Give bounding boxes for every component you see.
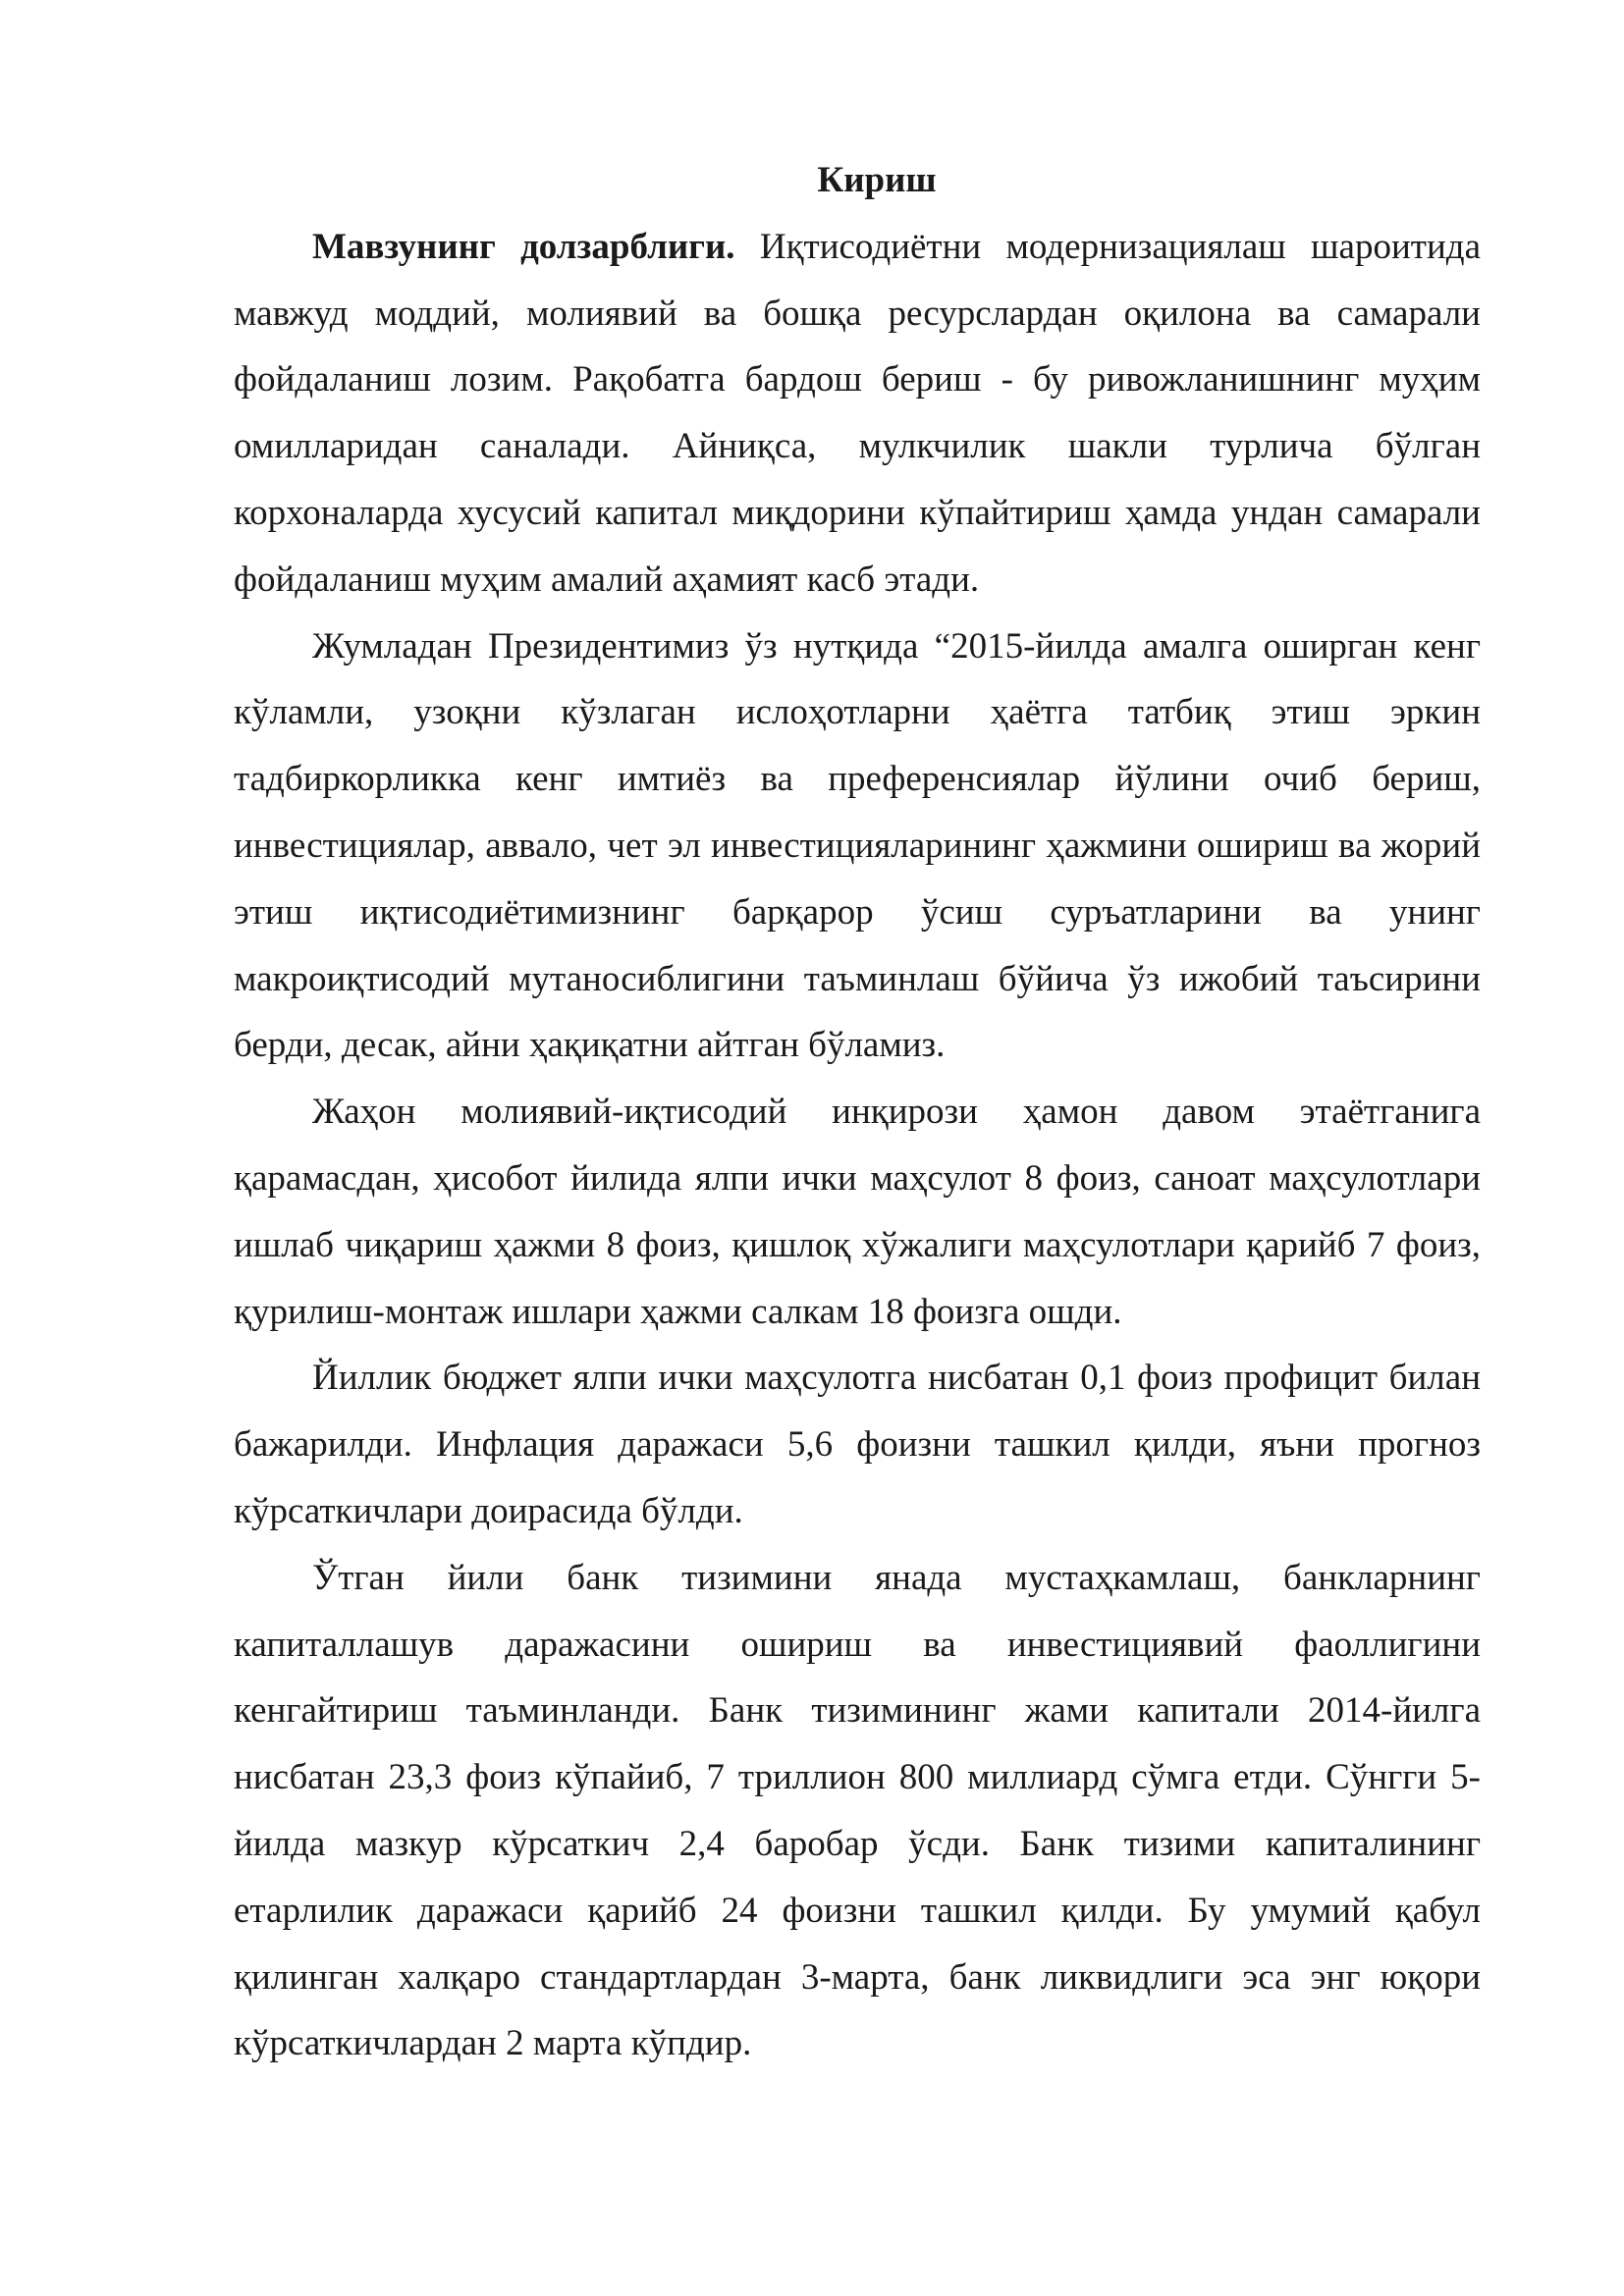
- paragraph-budget-inflation: Йиллик бюджет ялпи ички маҳсулотга нисбатан 0,1 фоиз профицит билан бажарилди. Инфлация даражаси 5,6 фоизни ташкил қилди, яъни прогноз кўрсаткичлари доирасида бўлди.: [234, 1358, 1481, 1531]
- paragraph-text: Иқтисодиётни модернизациялаш шароитида мавжуд моддий, молиявий ва бошқа ресурслардан оқилона ва самарали фойдаланиш лозим. Рақобатга бардош бериш - бу ривожланишнинг муҳим омилларидан саналади. Айниқса, мулкчилик шакли турлича бўлган корхоналарда хусусий капитал миқдорини кўпайтириш ҳамда ундан самарали фойдаланиш муҳим амалий аҳамият касб этади.: [234, 226, 1481, 600]
- section-title: Кириш: [817, 160, 937, 200]
- paragraph-lead-heading: Мавзунинг долзарблиги.: [312, 226, 735, 267]
- paragraph-banking-system: Ўтган йили банк тизимини янада мустаҳкамлаш, банкларнинг капиталлашув даражасини ошириш ва инвестициявий фаоллигини кенгайтириш таъминланди. Банк тизимининг жами капитали 2014-йилга нисбатан 23,3 фоиз кўпайиб, 7 триллион 800 миллиард сўмга етди. Сўнгги 5-йилда мазкур кўрсаткич 2,4 баробар ўсди. Банк тизими капиталининг етарлилик даражаси қарийб 24 фоизни ташкил қилди. Бу умумий қабул қилинган халқаро стандартлардан 3-марта, банк ликвидлиги эса энг юқори кўрсаткичлардан 2 марта кўпдир.: [234, 1557, 1481, 2064]
- document-body: [234, 147, 1481, 2077]
- paragraph-relevance: [234, 214, 1481, 614]
- paragraph-economic-growth: Жаҳон молиявий-иқтисодий инқирози ҳамон давом этаётганига қарамасдан, ҳисобот йилида ялпи ички маҳсулот 8 фоиз, саноат маҳсулотлари ишлаб чиқариш ҳажми 8 фоиз, қишлоқ хўжалиги маҳсулотлари қарийб 7 фоиз, қурилиш-монтаж ишлари ҳажми салкам 18 фоизга ошди.: [234, 1092, 1481, 1332]
- paragraph-president-speech: Жумладан Президентимиз ўз нутқида “2015-йилда амалга оширган кенг кўламли, узоқни кўзлаган ислоҳотларни ҳаётга татбиқ этиш эркин тадбиркорликка кенг имтиёз ва преференсиялар йўлини очиб бериш, инвестициялар, аввало, чет эл инвестицияларининг ҳажмини ошириш ва жорий этиш иқтисодиётимизнинг барқарор ўсиш суръатларини ва унинг макроиқтисодий мутаносиблигини таъминлаш бўйича ўз ижобий таъсирини берди, десак, айни ҳақиқатни айтган бўламиз.: [234, 625, 1481, 1066]
